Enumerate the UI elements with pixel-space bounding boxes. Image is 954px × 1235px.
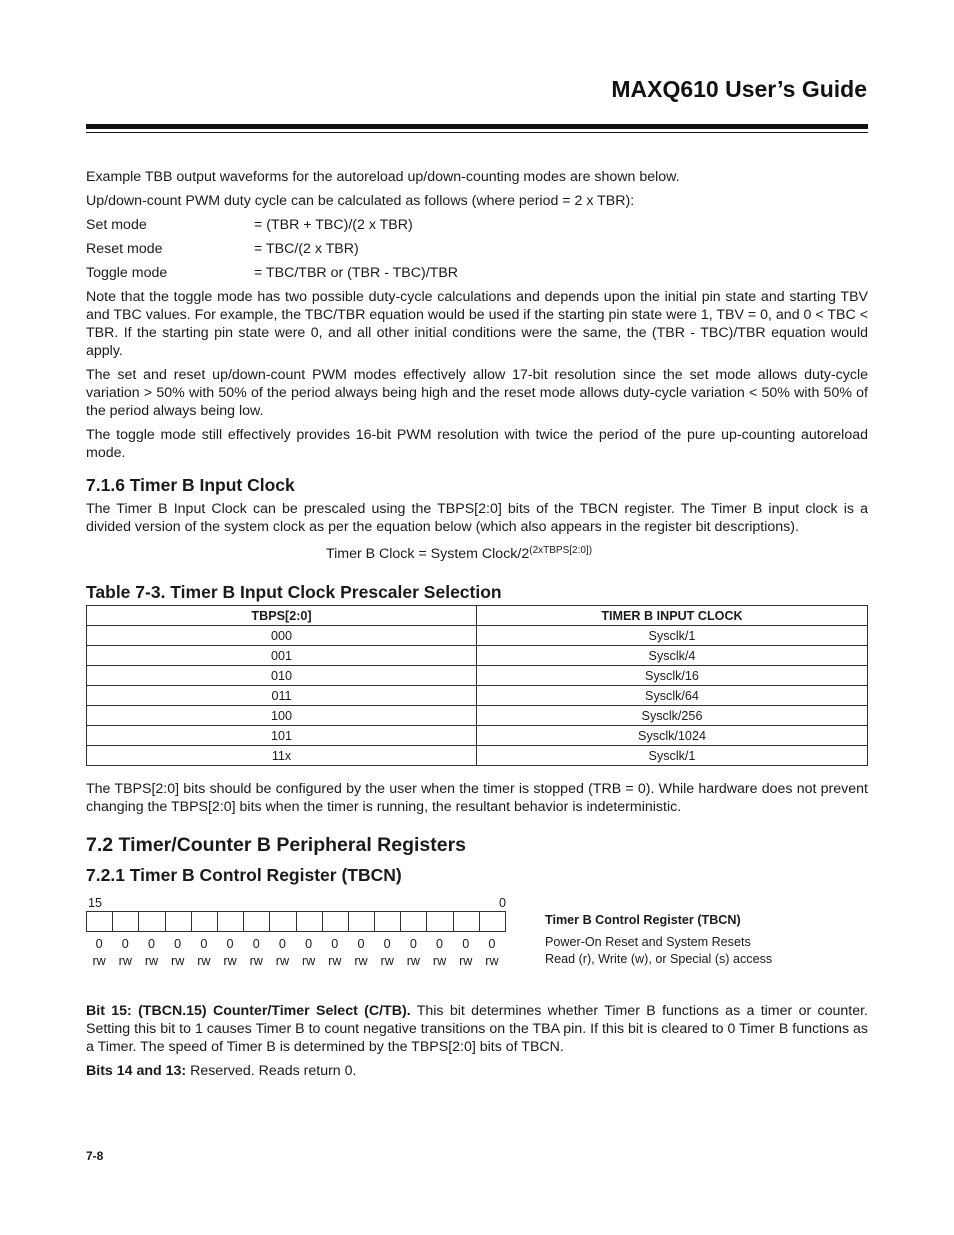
register-access: rw (92, 954, 106, 968)
equation-exponent: (2xTBPS[2:0]) (529, 545, 593, 556)
table-cell-clock: Sysclk/1 (477, 746, 868, 766)
register-bit-cell (166, 912, 192, 931)
register-bit-cell (113, 912, 139, 931)
register-bit-cell (270, 912, 296, 931)
table-cell-clock: Sysclk/256 (477, 706, 868, 726)
register-reset-value: 0 (331, 937, 339, 951)
table-cell-tbps: 011 (87, 686, 477, 706)
table-header-clock: TIMER B INPUT CLOCK (477, 606, 868, 626)
section-heading-7-1-6: 7.1.6 Timer B Input Clock (86, 475, 295, 495)
table-cell-tbps: 001 (87, 646, 477, 666)
table-title: Table 7-3. Timer B Input Clock Prescaler Selection (86, 582, 502, 602)
bits14-13-description (86, 1062, 868, 1080)
register-access: rw (354, 954, 368, 968)
register-bit-high-label: 15 (88, 896, 103, 910)
page-number: 7-8 (86, 1149, 104, 1163)
register-access: rw (328, 954, 342, 968)
table-row (87, 626, 868, 646)
page-content (86, 168, 868, 1086)
register-reset-value: 0 (252, 937, 260, 951)
register-reset-value: 0 (409, 937, 417, 951)
register-access: rw (301, 954, 316, 968)
table-cell-clock: Sysclk/1 (477, 626, 868, 646)
register-bit-cell (218, 912, 244, 931)
register-bit-cell (427, 912, 453, 931)
register-reset-value: 0 (436, 937, 444, 951)
table-cell-tbps: 010 (87, 666, 477, 686)
register-access: rw (118, 954, 132, 968)
table-cell-clock: Sysclk/16 (477, 666, 868, 686)
register-bit-cell (297, 912, 323, 931)
page-header-title: MAXQ610 User’s Guide (611, 76, 867, 102)
register-access: rw (432, 954, 447, 968)
register-access: rw (380, 954, 394, 968)
register-reset-value: 0 (174, 937, 182, 951)
table-row (87, 706, 868, 726)
mode-formula: = (TBR + TBC)/(2 x TBR) (254, 217, 413, 233)
register-bit-cell (480, 912, 506, 931)
register-bit-cell (401, 912, 427, 931)
register-reset-value: 0 (121, 937, 129, 951)
register-reset-value: 0 (357, 937, 365, 951)
bits14-13-label: Bits 14 and 13: (86, 1063, 187, 1079)
table-header-row (87, 606, 868, 626)
register-reset-value: 0 (305, 937, 313, 951)
register-reset-value: 0 (95, 937, 103, 951)
register-access: rw (406, 954, 420, 968)
table-cell-tbps: 101 (87, 726, 477, 746)
bits14-13-text: Reserved. Reads return 0. (186, 1063, 357, 1079)
table-cell-tbps: 100 (87, 706, 477, 726)
header-rule-thick (86, 124, 868, 129)
mode-row-toggle (86, 264, 868, 282)
register-access: rw (223, 954, 237, 968)
table-row (87, 686, 868, 706)
register-bit-cell (87, 912, 113, 931)
equation-main: Timer B Clock = System Clock/2 (325, 546, 530, 562)
section-heading-7-2: 7.2 Timer/Counter B Peripheral Registers (86, 834, 467, 856)
register-access: rw (485, 954, 499, 968)
table-cell-clock: Sysclk/64 (477, 686, 868, 706)
mode-name: Set mode (86, 217, 147, 233)
table-cell-tbps: 11x (87, 746, 477, 766)
table-cell-tbps: 000 (87, 626, 477, 646)
register-reset-value: 0 (147, 937, 155, 951)
table-row (87, 726, 868, 746)
intro-paragraph-2: Up/down-count PWM duty cycle can be calculated as follows (where period = 2 x TBR): (86, 193, 635, 209)
register-access-types (86, 952, 505, 970)
register-legend (545, 912, 772, 968)
register-reset-value: 0 (383, 937, 391, 951)
table-row (87, 746, 868, 766)
register-bit-cell (244, 912, 270, 931)
mode-row-set (86, 216, 868, 234)
table-cell-clock: Sysclk/4 (477, 646, 868, 666)
register-bit-cell (192, 912, 218, 931)
table-cell-clock: Sysclk/1024 (477, 726, 868, 746)
register-reset-value: 0 (488, 937, 496, 951)
note-paragraph-resolution: The toggle mode still effectively provides 16-bit PWM resolution with twice the period of the pure up-counting autoreload mode. (86, 427, 868, 461)
mode-formula: = TBC/TBR or (TBR - TBC)/TBR (254, 265, 459, 281)
table-row (87, 646, 868, 666)
prescaler-table (86, 605, 868, 766)
register-bit-cell (323, 912, 349, 931)
register-access: rw (275, 954, 290, 968)
note-paragraph-toggle: Note that the toggle mode has two possible duty-cycle calculations and depends upon the initial pin state and starting TBV and TBC values. For example, the TBC/TBR equation would be used if the starting pin state were 1, TBV = 0, and 0 < TBC < TBR. If the starting pin state were 0, and all other initial conditions were the same, the (TBR - TBC)/TBR equation would apply. (86, 289, 868, 359)
register-legend-access: Read (r), Write (w), or Special (s) access (545, 952, 773, 966)
register-bit-cell (139, 912, 165, 931)
register-access: rw (249, 954, 263, 968)
register-bit-cell (349, 912, 375, 931)
register-bit-cell (454, 912, 480, 931)
register-bit-low-label: 0 (499, 896, 507, 910)
mode-name: Toggle mode (86, 265, 168, 281)
header-rule-thin (86, 132, 868, 133)
note-paragraph-set-reset: The set and reset up/down-count PWM modes effectively allow 17-bit resolution since the set mode allows duty-cycle variation > 50% with 50% of the period always being high and the reset mode allows duty-cycle variation < 50% with 50% of the period always being low. (86, 367, 868, 419)
register-reset-value: 0 (200, 937, 208, 951)
register-reset-value: 0 (462, 937, 470, 951)
bit15-label: Bit 15: (TBCN.15) Counter/Timer Select (C/TB). (86, 1003, 411, 1019)
bit15-description (86, 1002, 868, 1056)
tbps-config-paragraph: The TBPS[2:0] bits should be configured by the user when the timer is stopped (TRB = 0). While hardware does not prevent changing the TBPS[2:0] bits when the timer is running, the resultant behavior is indeterministic. (86, 781, 868, 815)
clock-equation (86, 542, 868, 563)
mode-row-reset (86, 240, 868, 258)
table-header-tbps: TBPS[2:0] (87, 606, 477, 626)
register-reset-value: 0 (278, 937, 286, 951)
bit15-text: This bit determines whether Timer B functions as a timer or counter. Setting this bit to 1 causes Timer B to count negative transitions on the TBA pin. If this bit is cleared to 0 Timer B functions as a Timer. The speed of Timer B is determined by the TBPS[2:0] bits of TBCN. (86, 1003, 868, 1055)
register-reset-values (86, 935, 505, 953)
mode-formula: = TBC/(2 x TBR) (254, 241, 359, 257)
register-access: rw (171, 954, 185, 968)
register-bit-cells (86, 911, 506, 932)
mode-name: Reset mode (86, 241, 163, 257)
intro-paragraph-1: Example TBB output waveforms for the autoreload up/down-counting modes are shown below. (86, 169, 680, 185)
register-legend-reset: Power-On Reset and System Resets (545, 935, 751, 949)
register-access: rw (197, 954, 211, 968)
table-row (87, 666, 868, 686)
section-heading-7-2-1: 7.2.1 Timer B Control Register (TBCN) (86, 865, 402, 885)
register-access: rw (459, 954, 473, 968)
register-legend-title: Timer B Control Register (TBCN) (545, 913, 741, 927)
register-diagram (86, 894, 868, 982)
register-reset-value: 0 (226, 937, 234, 951)
register-bit-cell (375, 912, 401, 931)
input-clock-paragraph: The Timer B Input Clock can be prescaled using the TBPS[2:0] bits of the TBCN register. The Timer B input clock is a divided version of the system clock as per the equation below (which also appears in the register bit descriptions). (86, 501, 868, 535)
register-access: rw (144, 954, 159, 968)
